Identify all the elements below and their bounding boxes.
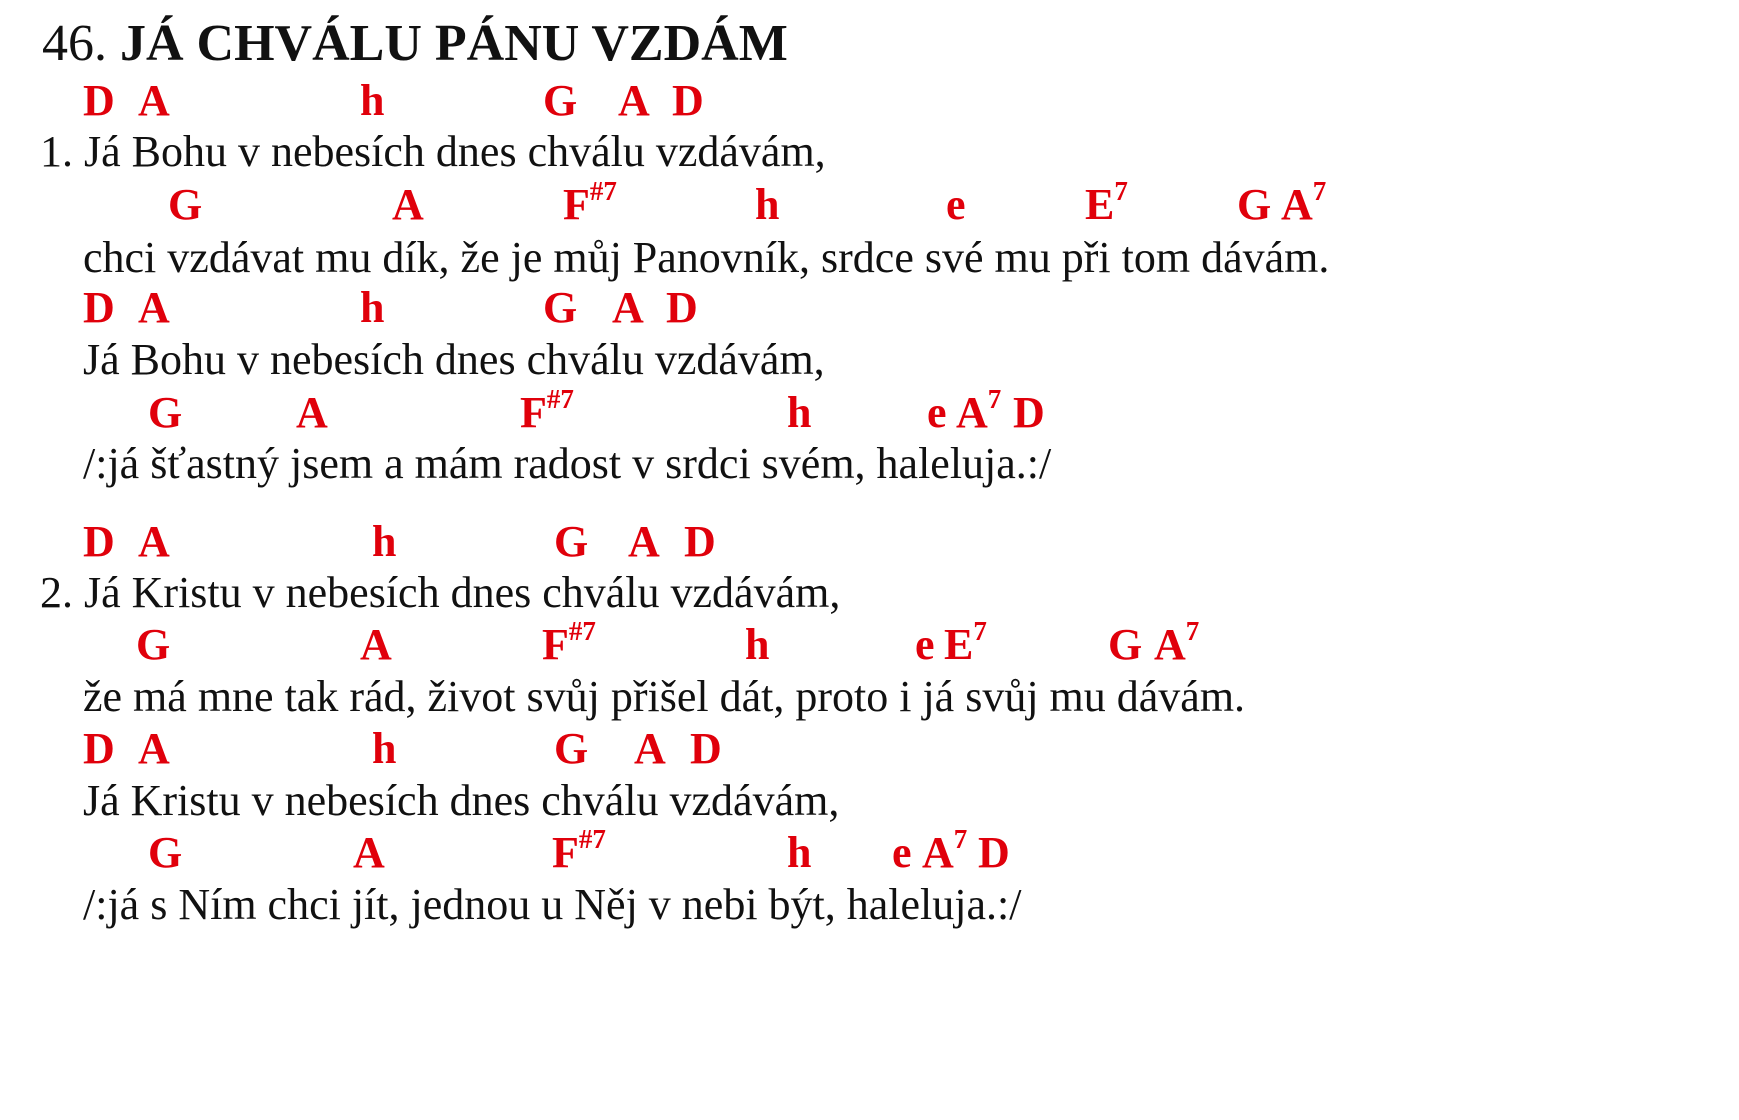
chord bbox=[296, 388, 328, 438]
chord-root: A bbox=[392, 180, 424, 229]
chord-line bbox=[0, 616, 1739, 670]
lyric-line: Já Kristu v nebesích dnes chválu vzdávám, bbox=[83, 776, 840, 825]
chord-root: G bbox=[543, 283, 578, 332]
chord bbox=[168, 180, 202, 230]
chord-root: A bbox=[634, 724, 666, 773]
chord-extension: 7 bbox=[1114, 176, 1128, 206]
chord-root: A bbox=[618, 76, 650, 125]
chord-root: D bbox=[666, 283, 698, 332]
chord-root: G bbox=[554, 517, 589, 566]
chord-root: h bbox=[360, 76, 385, 125]
chord-line bbox=[0, 76, 1739, 126]
chord-root: G bbox=[148, 388, 183, 437]
chord-root: h bbox=[360, 283, 385, 332]
chord-root: D bbox=[690, 724, 722, 773]
chord bbox=[1237, 180, 1271, 230]
chord bbox=[956, 384, 1002, 438]
chord bbox=[392, 180, 424, 230]
chord bbox=[138, 517, 170, 567]
chord-root: F bbox=[552, 828, 579, 877]
chord bbox=[353, 828, 385, 878]
chord-root: A bbox=[612, 283, 644, 332]
chord-root: A bbox=[1154, 620, 1186, 669]
chord-root: A bbox=[353, 828, 385, 877]
chord-root: A bbox=[1281, 180, 1313, 229]
song-number: 46. bbox=[42, 15, 107, 72]
chord-root: A bbox=[138, 724, 170, 773]
chord bbox=[83, 517, 115, 567]
chord bbox=[83, 283, 115, 333]
chord bbox=[563, 176, 617, 230]
chord bbox=[136, 620, 170, 670]
chord-line bbox=[0, 517, 1739, 567]
chord-root: h bbox=[787, 828, 812, 877]
chord bbox=[978, 828, 1010, 878]
chord-root: e bbox=[892, 828, 912, 877]
chord bbox=[543, 283, 577, 333]
chord bbox=[360, 620, 392, 670]
song-name: JÁ CHVÁLU PÁNU VZDÁM bbox=[120, 15, 788, 72]
chord-extension: 7 bbox=[1185, 616, 1200, 646]
chord-root: h bbox=[372, 724, 397, 773]
chord bbox=[372, 517, 396, 567]
chord-root: A bbox=[138, 283, 170, 332]
chord-extension: 7 bbox=[953, 824, 968, 854]
chord-root: G bbox=[1237, 180, 1272, 229]
chord bbox=[634, 724, 666, 774]
lyric-line: /:já s Ním chci jít, jednou u Něj v nebi být, haleluja.:/ bbox=[83, 880, 1022, 929]
chord-root: G bbox=[543, 76, 578, 125]
chord-root: G bbox=[136, 620, 171, 669]
chord bbox=[552, 824, 606, 878]
chord-root: D bbox=[83, 283, 115, 332]
chord-root: F bbox=[520, 388, 547, 437]
chord-extension: 7 bbox=[987, 384, 1002, 414]
chord bbox=[944, 616, 987, 670]
chord-root: h bbox=[787, 388, 812, 437]
chord-root: A bbox=[628, 517, 660, 566]
chord-line bbox=[0, 176, 1739, 230]
chord-root: A bbox=[138, 76, 170, 125]
lyric-line: 1. Já Bohu v nebesích dnes chválu vzdávám, bbox=[40, 127, 826, 176]
chord bbox=[915, 620, 935, 670]
chord-root: h bbox=[372, 517, 397, 566]
chord bbox=[922, 824, 968, 878]
chord-root: D bbox=[83, 517, 115, 566]
chord-root: A bbox=[956, 388, 988, 437]
lyric-line: že má mne tak rád, život svůj přišel dát, proto i já svůj mu dávám. bbox=[83, 672, 1246, 721]
chord-line bbox=[0, 384, 1739, 438]
lyric-line: chci vzdávat mu dík, že je můj Panovník, srdce své mu při tom dávám. bbox=[83, 233, 1330, 282]
chord-line bbox=[0, 283, 1739, 333]
chord bbox=[138, 76, 170, 126]
chord bbox=[1281, 176, 1327, 230]
lyric-line: /:já šťastný jsem a mám radost v srdci svém, haleluja.:/ bbox=[83, 439, 1052, 488]
chord bbox=[612, 283, 644, 333]
chord bbox=[372, 724, 396, 774]
chord-extension: #7 bbox=[546, 384, 574, 414]
chord bbox=[543, 76, 577, 126]
chord-root: G bbox=[1108, 620, 1143, 669]
chord bbox=[787, 388, 811, 438]
chord-extension: #7 bbox=[589, 176, 617, 206]
chord-root: A bbox=[922, 828, 954, 877]
chord-root: F bbox=[542, 620, 569, 669]
chord-extension: #7 bbox=[578, 824, 606, 854]
chord bbox=[755, 180, 779, 230]
chord bbox=[138, 724, 170, 774]
chord-extension: 7 bbox=[973, 616, 987, 646]
chord-root: e bbox=[927, 388, 947, 437]
chord-root: E bbox=[944, 620, 974, 669]
chord-root: h bbox=[755, 180, 780, 229]
chord-line bbox=[0, 724, 1739, 774]
chord-root: e bbox=[946, 180, 966, 229]
chord-line bbox=[0, 824, 1739, 878]
chord bbox=[148, 388, 182, 438]
chord-root: A bbox=[138, 517, 170, 566]
chord bbox=[618, 76, 650, 126]
chord-root: A bbox=[296, 388, 328, 437]
chord-root: D bbox=[83, 76, 115, 125]
chord bbox=[554, 724, 588, 774]
lyric-line: Já Bohu v nebesích dnes chválu vzdávám, bbox=[83, 335, 825, 384]
chord bbox=[1085, 176, 1128, 230]
chord-root: D bbox=[684, 517, 716, 566]
chord-extension: 7 bbox=[1312, 176, 1327, 206]
chord bbox=[690, 724, 722, 774]
chord-root: D bbox=[978, 828, 1010, 877]
chord bbox=[927, 388, 947, 438]
chord-root: E bbox=[1085, 180, 1115, 229]
chord-root: D bbox=[83, 724, 115, 773]
chord bbox=[148, 828, 182, 878]
lyric-line: 2. Já Kristu v nebesích dnes chválu vzdávám, bbox=[40, 568, 841, 617]
chord bbox=[666, 283, 698, 333]
chord bbox=[672, 76, 704, 126]
chord bbox=[83, 724, 115, 774]
chord bbox=[684, 517, 716, 567]
chord bbox=[360, 76, 384, 126]
chord bbox=[138, 283, 170, 333]
chord-root: G bbox=[554, 724, 589, 773]
chord-root: h bbox=[745, 620, 770, 669]
chord-root: G bbox=[148, 828, 183, 877]
chord bbox=[360, 283, 384, 333]
chord-root: D bbox=[1013, 388, 1045, 437]
chord bbox=[892, 828, 912, 878]
chord bbox=[1154, 616, 1200, 670]
chord bbox=[787, 828, 811, 878]
chord bbox=[520, 384, 574, 438]
chord bbox=[745, 620, 769, 670]
chord-root: A bbox=[360, 620, 392, 669]
chord bbox=[554, 517, 588, 567]
chord bbox=[1108, 620, 1142, 670]
chord bbox=[946, 180, 966, 230]
chord-extension: #7 bbox=[568, 616, 596, 646]
song-title bbox=[42, 14, 788, 74]
chord-root: D bbox=[672, 76, 704, 125]
chord-root: e bbox=[915, 620, 935, 669]
chord bbox=[542, 616, 596, 670]
chord bbox=[1013, 388, 1045, 438]
chord-root: G bbox=[168, 180, 203, 229]
chord bbox=[628, 517, 660, 567]
chord-root: F bbox=[563, 180, 590, 229]
chord bbox=[83, 76, 115, 126]
